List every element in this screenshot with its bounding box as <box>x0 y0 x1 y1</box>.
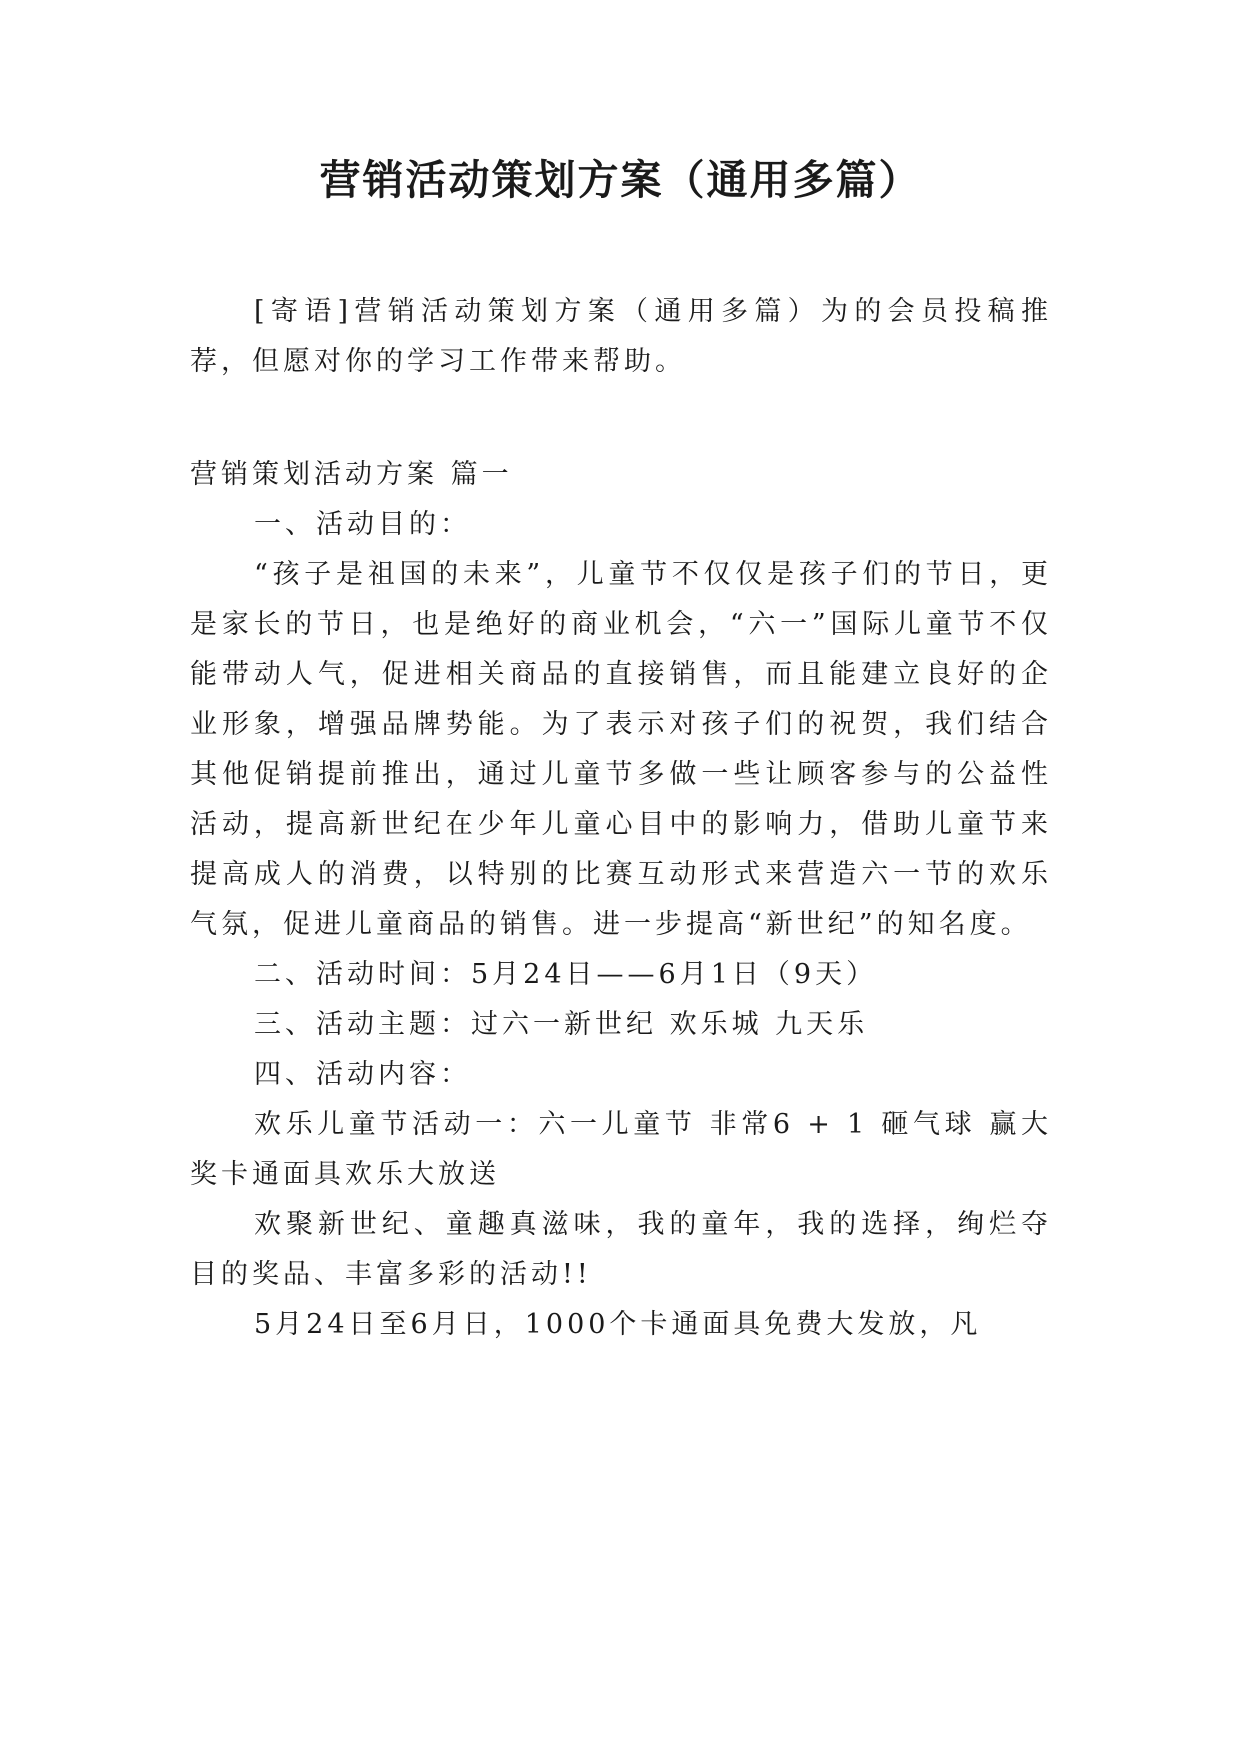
activity-theme: 三、活动主题：过六一新世纪 欢乐城 九天乐 <box>254 1009 869 1040</box>
heading-activity-content: 四、活动内容： <box>254 1059 471 1090</box>
activity-one-slogan: 欢聚新世纪、童趣真滋味，我的童年，我的选择，绚烂夺目的奖品、丰富多彩的活动!! <box>190 1209 1052 1290</box>
document-body <box>190 287 1052 1350</box>
section-heading: 营销策划活动方案 篇一 <box>190 459 513 490</box>
preface-paragraph: [寄语]营销活动策划方案（通用多篇）为的会员投稿推荐，但愿对你的学习工作带来帮助。 <box>190 296 1052 377</box>
heading-activity-purpose: 一、活动目的： <box>254 509 471 540</box>
activity-one-detail: 5月24日至6月日，1000个卡通面具免费大发放，凡 <box>254 1309 982 1340</box>
section-spacer <box>190 387 1052 450</box>
document-title: 营销活动策划方案（通用多篇） <box>319 156 922 204</box>
activity-one-title: 欢乐儿童节活动一：六一儿童节 非常6 + 1 砸气球 赢大奖卡通面具欢乐大放送 <box>190 1109 1052 1190</box>
activity-time: 二、活动时间：5月24日——6月1日（9天） <box>254 959 878 990</box>
purpose-paragraph: “孩子是祖国的未来”，儿童节不仅仅是孩子们的节日，更是家长的节日，也是绝好的商业机会，“六一”国际儿童节不仅能带动人气，促进相关商品的直接销售，而且能建立良好的企业形象，增强品牌势能。为了表示对孩子们的祝贺，我们结合其他促销提前推出，通过儿童节多做一些让顾客参与的公益性活动，提高新世纪在少年儿童心目中的影响力，借助儿童节来提高成人的消费，以特别的比赛互动形式来营造六一节的欢乐气氛，促进儿童商品的销售。进一步提高“新世纪”的知名度。 <box>190 559 1052 940</box>
